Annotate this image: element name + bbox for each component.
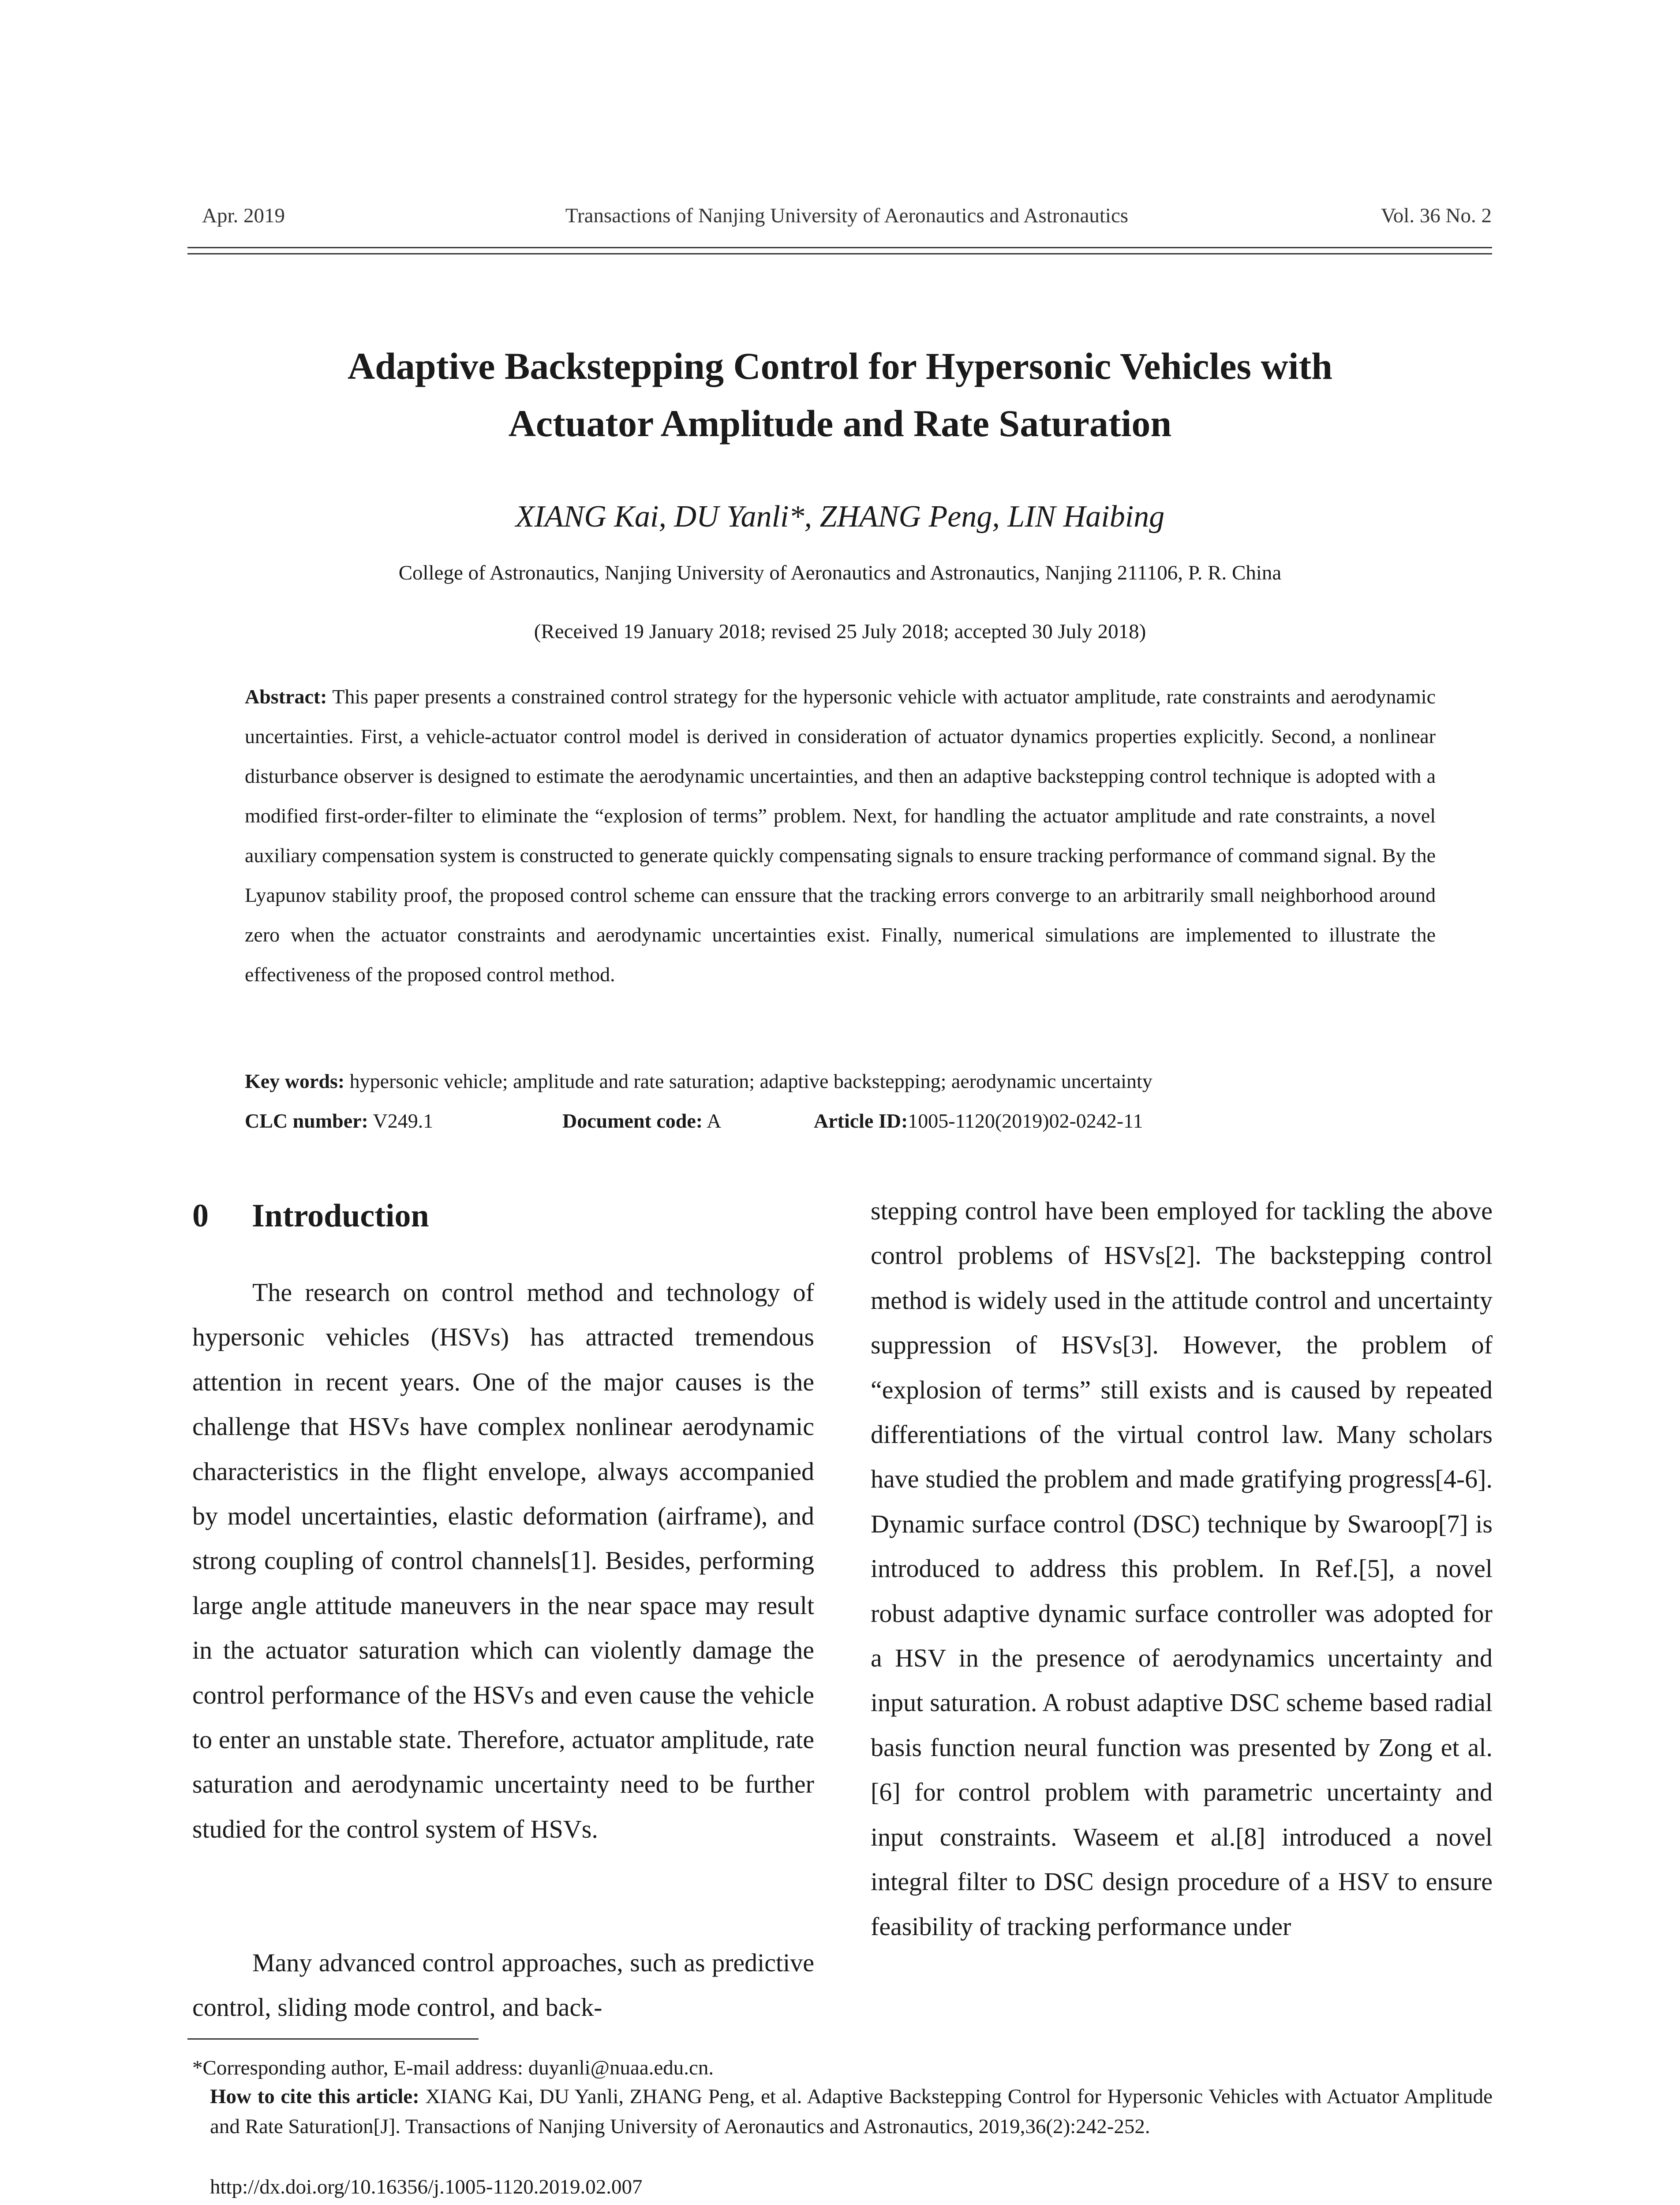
author-list: XIANG Kai, DU Yanli*, ZHANG Peng, LIN Haibing	[515, 500, 1165, 534]
header-journal: Transactions of Nanjing University of Aeronautics and Astronautics	[565, 204, 1129, 227]
intro-right-column: stepping control have been employed for tackling the above control problems of HSVs[2]. The backstepping control method is widely used in the attitude control and uncertainty suppression of HSVs[3]. However, the problem of “explosion of terms” still exists and is caused by repeated differentiations of the virtual control law. Many scholars have studied the problem and made gratifying progress[4-6]. Dynamic surface control (DSC) technique by Swaroop[7] is introduced to address this problem. In Ref.[5], a novel robust adaptive dynamic surface controller was adopted for a HSV in the presence of aerodynamics uncertainty and input saturation. A robust adaptive DSC scheme based radial basis function neural function was presented by Zong et al.[6] for control problem with parametric uncertainty and input constraints. Waseem et al.[8] introduced a novel integral filter to DSC design procedure of a HSV to ensure feasibility of tracking performance under	[871, 1196, 1493, 1941]
title-line-2: Actuator Amplitude and Rate Saturation	[508, 402, 1172, 445]
footnotes	[192, 2053, 1493, 2198]
doc-code-label: Document code:	[562, 1110, 703, 1132]
keywords	[245, 1069, 1436, 1093]
received-dates: (Received 19 January 2018; revised 25 July 2018; accepted 30 July 2018)	[534, 620, 1146, 643]
running-header	[202, 204, 1492, 235]
doc-code-value: A	[707, 1110, 722, 1132]
section-heading	[192, 1197, 429, 1235]
section-number: 0	[192, 1198, 209, 1234]
citation-text: XIANG Kai, DU Yanli, ZHANG Peng, et al. Adaptive Backstepping Control for Hypersonic Vehicles with Actuator Amplitude and Rate Saturation[J]. Transactions of Nanjing University of Aeronautics and Astronautics, 2019,36(2):242-252.	[210, 2085, 1493, 2138]
footnote-rule	[187, 2038, 479, 2040]
corresponding-author-note: *Corresponding author, E-mail address: duyanli@nuaa.edu.cn.	[192, 2056, 714, 2079]
keywords-text: hypersonic vehicle; amplitude and rate saturation; adaptive backstepping; aerodynamic uncertainty	[349, 1070, 1152, 1092]
abstract	[245, 677, 1436, 994]
header-date: Apr. 2019	[202, 204, 285, 227]
doi-link[interactable]: http://dx.doi.org/10.16356/j.1005-1120.2019.02.007	[210, 2175, 643, 2198]
intro-paragraph-2: Many advanced control approaches, such as predictive control, sliding mode control, and back-	[192, 1948, 814, 2022]
paper-title	[132, 337, 1548, 452]
citation-label: How to cite this article:	[210, 2085, 419, 2108]
title-line-1: Adaptive Backstepping Control for Hypersonic Vehicles with	[348, 345, 1332, 387]
abstract-label: Abstract:	[245, 685, 327, 708]
affiliation: College of Astronautics, Nanjing University of Aeronautics and Astronautics, Nanjing 211106, P. R. China	[398, 561, 1282, 584]
article-id-value: 1005-1120(2019)02-0242-11	[908, 1110, 1143, 1132]
citation-note	[210, 2082, 1493, 2141]
abstract-text: This paper presents a constrained control strategy for the hypersonic vehicle with actuator amplitude, rate constraints and aerodynamic uncertainties. First, a vehicle-actuator control model is derived in consideration of actuator dynamics properties explicitly. Second, a nonlinear disturbance observer is designed to estimate the aerodynamic uncertainties, and then an adaptive backstepping control technique is adopted with a modified first-order-filter to eliminate the “explosion of terms” problem. Next, for handling the actuator amplitude and rate constraints, a novel auxiliary compensation system is constructed to generate quickly compensating signals to ensure tracking performance of command signal. By the Lyapunov stability proof, the proposed control scheme can enssure that the tracking errors converge to an arbitrarily small neighborhood around zero when the actuator constraints and aerodynamic uncertainties exist. Finally, numerical simulations are implemented to illustrate the effectiveness of the proposed control method.	[245, 685, 1436, 986]
keywords-label: Key words:	[245, 1070, 345, 1092]
clc-label: CLC number:	[245, 1110, 368, 1132]
section-title: Introduction	[252, 1198, 429, 1234]
classification-line	[245, 1109, 1436, 1132]
header-volume: Vol. 36 No. 2	[1381, 204, 1492, 227]
header-rule-bottom	[187, 253, 1492, 254]
intro-paragraph-1: The research on control method and technology of hypersonic vehicles (HSVs) has attracted tremendous attention in recent years. One of the major causes is the challenge that HSVs have complex nonlinear aerodynamic characteristics in the flight envelope, always accompanied by model uncertainties, elastic deformation (airframe), and strong coupling of control channels[1]. Besides, performing large angle attitude maneuvers in the near space may result in the actuator saturation which can violently damage the control performance of the HSVs and even cause the vehicle to enter an unstable state. Therefore, actuator amplitude, rate saturation and aerodynamic uncertainty need to be further studied for the control system of HSVs.	[192, 1278, 814, 1843]
clc-value: V249.1	[373, 1110, 434, 1132]
header-rule-top	[187, 247, 1492, 248]
article-id-label: Article ID:	[814, 1110, 908, 1132]
